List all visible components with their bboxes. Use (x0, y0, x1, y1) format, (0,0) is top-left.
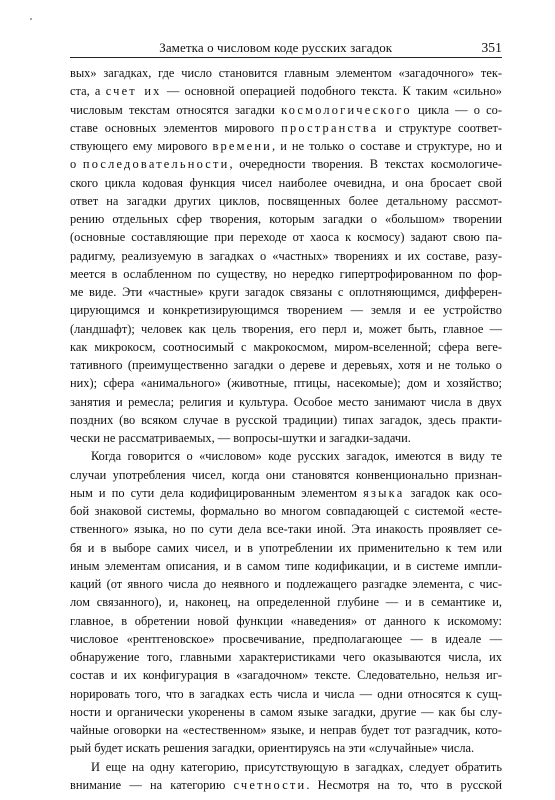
text-run: вых» загадках, где число становится главным элементом «загадочного» тек- (70, 66, 502, 80)
text-line (70, 374, 502, 392)
text-line (70, 283, 502, 301)
text-run: цикла — о со- (411, 102, 503, 117)
header-rule (70, 57, 502, 58)
scan-speck (30, 18, 32, 20)
text-run: , очередности творения. В текстах космологиче- (229, 157, 503, 172)
text-run: и структуре соответ- (378, 120, 502, 135)
text-run: ставе основных элементов мирового (70, 120, 282, 135)
text-line (70, 520, 502, 538)
text-line (70, 101, 502, 119)
text-line (70, 685, 502, 703)
text-run: норировать того, что в загадках есть числа и числа — одни относятся к сущ- (70, 686, 502, 701)
text-line (70, 82, 502, 100)
text-run: бя и в выборе самих чисел, и в употреблении их применительно к тем или (70, 540, 502, 555)
text-run: каций (от явного числа до неявного и подлежащего разгадке элемента, с чис- (70, 577, 502, 591)
text-run: меется в ослабленном по существу, но нередко гипертрофированном по фор- (70, 266, 502, 281)
text-run: числовым текстам относятся загадки (70, 102, 282, 117)
text-run: ста, а (70, 84, 106, 99)
text-run: обнаружение того, главными характеристиками чего оказываются числа, их (70, 650, 502, 664)
text-run: . Несмотря на то, что в русской (306, 777, 502, 792)
text-line (70, 557, 502, 575)
text-line (70, 630, 502, 648)
text-line (70, 393, 502, 411)
text-line (70, 648, 502, 666)
text-run: И еще на одну категорию, присутствующую в загадках, следует обратить (91, 759, 502, 774)
text-run: бой знаковой системы, формально во многом совпадающей с системой «есте- (70, 504, 502, 518)
text-line (70, 447, 502, 465)
text-line (70, 192, 502, 210)
text-line (70, 666, 502, 684)
text-run: ственного» языка, но по сути дела все-таки иной. Эта инакость проявляет се- (70, 522, 502, 537)
text-run: случаи употребления чисел, когда они становятся конвенционально признан- (70, 467, 502, 482)
spaced-emphasis: космологического (281, 102, 412, 117)
text-run: как микрокосм, соотносимый с макрокосмом, миром-вселенной; сфера веге- (70, 339, 502, 354)
text-run: ности и органически укоренены в самом языке загадки, другие — как бы слу- (70, 704, 502, 719)
running-header (70, 40, 502, 56)
text-line (70, 228, 502, 246)
text-line (70, 155, 502, 173)
text-line (70, 575, 502, 593)
text-line (70, 119, 502, 137)
text-line (70, 174, 502, 192)
text-run: рый будет искать решения загадки, ориентируясь на эти «случайные» числа. (70, 741, 475, 756)
text-line (70, 776, 502, 794)
text-line (70, 320, 502, 338)
text-line (70, 210, 502, 228)
text-run: лом связанного), и, наконец, на определенной глубине — и в семантике и, (70, 595, 502, 610)
text-line (70, 265, 502, 283)
spaced-emphasis: пространства (281, 120, 379, 135)
text-run: (основные составляющие при переходе от хаоса к космосу) задают свою па- (70, 230, 502, 245)
text-line (70, 484, 502, 502)
text-run: чески не рассматриваемых, — вопросы-шутки и загадки-задачи. (70, 431, 411, 445)
running-title: Заметка о числовом коде русских загадок (159, 40, 393, 55)
text-line (70, 612, 502, 630)
text-line (70, 593, 502, 611)
text-run: занятия и ремесла; религия и культура. Особое место занимают числа в двух (70, 394, 502, 409)
text-run: о (70, 157, 83, 172)
text-line (70, 721, 502, 739)
text-run: радигму, реализуемую в загадках о «частных» творениях и их составе, разу- (70, 248, 502, 263)
text-run: тативного (преимущественно загадки о дереве и деревьях, хотя и не только о (70, 358, 502, 372)
text-run: них); сфера «анимального» (животные, птицы, насекомые); дом и хозяйство; (70, 376, 502, 391)
text-run: состав и их конфигурация в «загадочном» тексте. Следовательно, нельзя иг- (70, 668, 502, 683)
spaced-emphasis: времени (212, 139, 272, 153)
text-run: главное, в обретении новой функции «наведения» от данного к искомому: (70, 613, 502, 628)
text-run: ным и по сути дела кодифицированным элементом (70, 485, 364, 500)
text-run: поздних (во всяком случае в русской традиции) типах загадок, здесь практи- (70, 412, 502, 427)
text-line (70, 64, 502, 82)
text-run: Когда говорится о «числовом» коде русских загадок, имеются в виду те (91, 449, 502, 464)
spaced-emphasis: последовательности (82, 157, 230, 172)
text-line (70, 356, 502, 374)
page-number: 351 (481, 40, 502, 55)
text-line (70, 703, 502, 721)
text-line (70, 301, 502, 319)
spaced-emphasis: языка (363, 485, 405, 500)
text-line (70, 429, 502, 447)
text-line (70, 411, 502, 429)
text-line (70, 338, 502, 356)
text-line (70, 539, 502, 557)
text-line (70, 137, 502, 155)
text-run: ствующего ему мирового (70, 139, 213, 153)
text-line (70, 247, 502, 265)
text-run: , и не только о составе и структуре, но и (272, 139, 502, 153)
text-run: рению отдельных сфер творения, которым загадки о «большом» творении (70, 212, 502, 226)
spaced-emphasis: счетности (233, 777, 307, 792)
text-run: — основной операцией подобного текста. К таким «сильно» (161, 84, 502, 99)
text-run: внимание — на категорию (70, 777, 234, 792)
text-line (70, 502, 502, 520)
text-run: ответ на загадки других циклов, посвященных более детальному рассмот- (70, 193, 502, 208)
text-run: цирующимся и конкретизирующимся творением — земля и ее устройство (70, 303, 502, 318)
text-line (70, 758, 502, 776)
text-run: загадок как осо- (404, 485, 502, 500)
text-run: (ландшафт); человек как цель творения, его перл и, может быть, главное — (70, 321, 502, 336)
text-run: иным элементам описания, и в самом типе кодификации, и в системе импли- (70, 558, 502, 573)
text-run: ме виде. Эти «частные» круги загадок связаны с оплотняющимся, дифферен- (70, 285, 502, 299)
body-text (70, 64, 502, 794)
spaced-emphasis: счет их (105, 84, 162, 99)
text-run: числовое «рентгеновское» просвечивание, предполагающее — в идеале — (70, 631, 502, 646)
text-line (70, 739, 502, 757)
text-run: чайные оговорки на «естественном» языке, и неправ будет тот разгадчик, кото- (70, 723, 502, 737)
text-run: ского цикла кодовая функция чисел наиболее очевидна, и она бросает свой (70, 175, 502, 190)
text-line (70, 466, 502, 484)
